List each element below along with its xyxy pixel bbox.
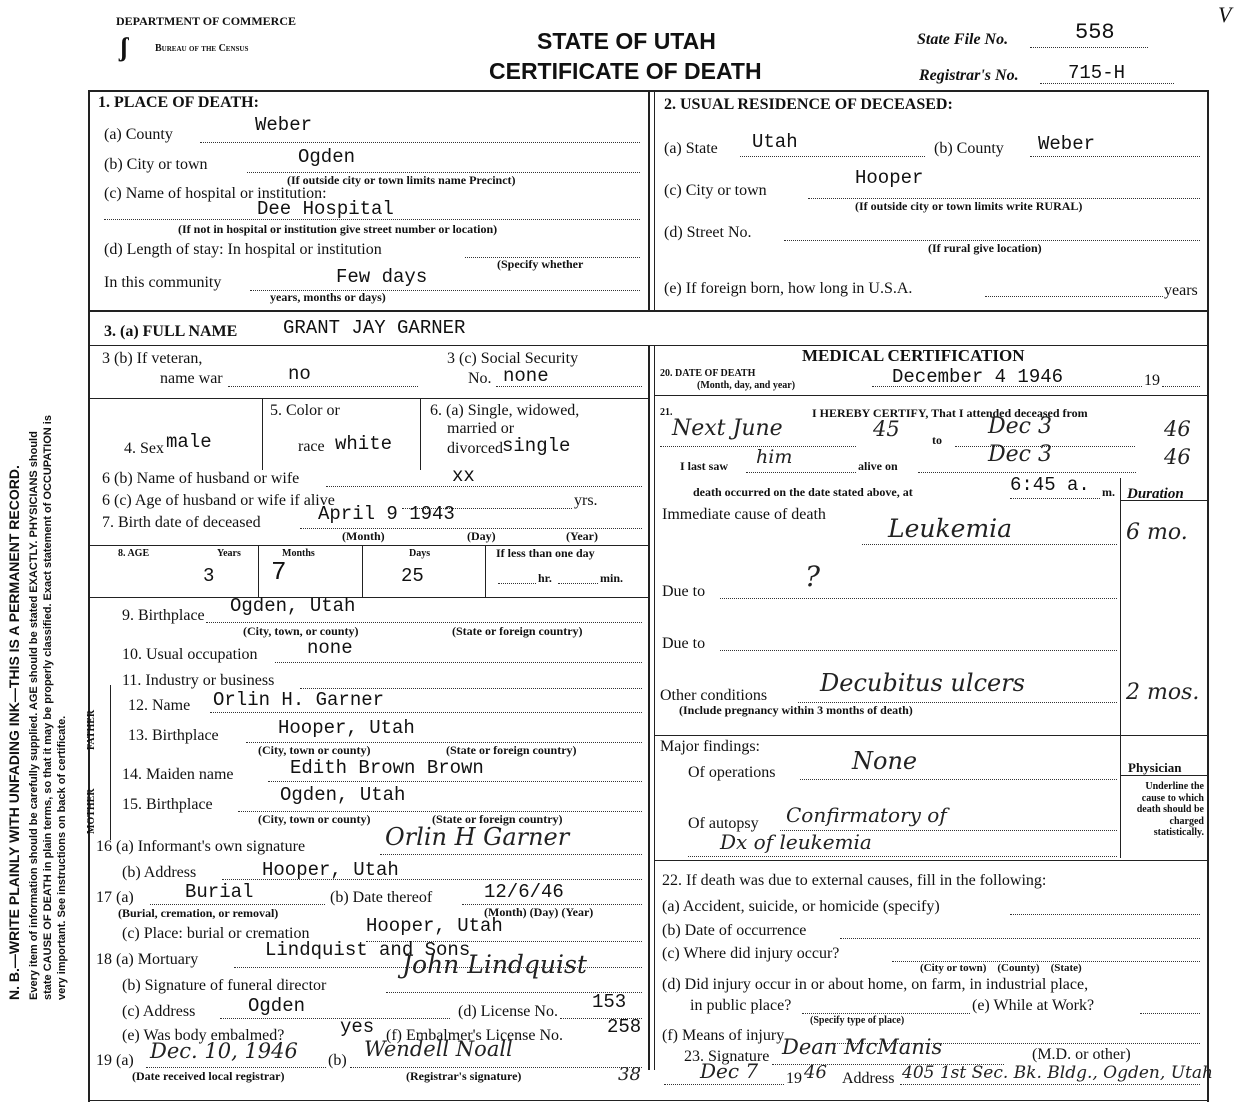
embalmer-license-label: (f) Embalmer's License No. xyxy=(386,1027,564,1044)
pod-county-label: (a) County xyxy=(104,126,173,143)
res-street-label: (d) Street No. xyxy=(664,224,752,241)
age-years-label: Years xyxy=(217,548,241,559)
pod-city-label: (b) City or town xyxy=(104,156,208,173)
age-days: 25 xyxy=(401,565,424,587)
external-c-label: (c) Where did injury occur? xyxy=(662,945,840,962)
mortuary-address-label: (c) Address xyxy=(122,1003,196,1020)
side-note-line1: N. B.—WRITE PLAINLY WITH UNFADING INK—THIS IS A PERMANENT RECORD. xyxy=(6,465,22,1000)
time-of-death: 6:45 a. xyxy=(1010,474,1090,496)
department: DEPARTMENT OF COMMERCE xyxy=(116,14,297,28)
registrar-label: Registrar's No. xyxy=(919,67,1019,84)
attended-from-year: 45 xyxy=(873,417,900,441)
father-bp-note-2: (State or foreign country) xyxy=(446,743,577,757)
immediate-duration: 6 mo. xyxy=(1126,520,1188,545)
industry-label: 11. Industry or business xyxy=(122,672,275,689)
external-d-label-2: in public place? xyxy=(690,997,792,1014)
ssn: none xyxy=(503,365,549,387)
marital-label-3: divorced xyxy=(447,440,503,457)
veteran-label-2: name war xyxy=(160,370,223,387)
external-d-note: (Specify type of place) xyxy=(810,1015,905,1026)
birth-day-note: (Day) xyxy=(467,529,496,543)
birth-month-note: (Month) xyxy=(342,529,385,543)
full-name: GRANT JAY GARNER xyxy=(283,317,466,339)
age-less-label: If less than one day xyxy=(496,546,595,560)
embalmed-label: (e) Was body embalmed? xyxy=(122,1027,285,1044)
father-bp-note-1: (City, town or county) xyxy=(258,743,371,757)
external-heading: 22. If death was due to external causes, fill in the following: xyxy=(662,872,1047,889)
certify-number: 21. xyxy=(660,407,673,418)
corner-check: V xyxy=(1218,2,1232,27)
pod-stay-specify: (Specify whether xyxy=(497,257,584,271)
alive-on-year: 46 xyxy=(1164,445,1191,469)
due-to-label-2: Due to xyxy=(662,635,706,652)
due-to-label-1: Due to xyxy=(662,583,706,600)
alive-on-label: alive on xyxy=(858,459,898,473)
attended-from: Next June xyxy=(672,416,783,441)
last-saw-pronoun: him xyxy=(756,446,793,468)
mother-maiden: Edith Brown Brown xyxy=(290,757,484,779)
physician-label: Physician xyxy=(1128,760,1182,775)
embalmed: yes xyxy=(340,1016,375,1038)
autopsy-line-1: Confirmatory of xyxy=(786,803,947,827)
pod-hospital: Dee Hospital xyxy=(257,198,394,220)
mortuary-address: Ogden xyxy=(248,995,306,1017)
age-label: 8. AGE xyxy=(118,548,150,559)
immediate-label: Immediate cause of death xyxy=(662,506,826,523)
pod-stay-label: (d) Length of stay: In hospital or institution xyxy=(104,241,382,258)
mother-birthplace-label: 15. Birthplace xyxy=(122,796,213,813)
signature-date: Dec 7 xyxy=(700,1059,759,1083)
physician-note: Underline the cause to which death should be charged statistically. xyxy=(1136,781,1204,838)
signature-address: 405 1st Sec. Bk. Bldg., Ogden, Utah xyxy=(902,1063,1213,1083)
dod-19: 19 xyxy=(1144,372,1160,389)
bureau: Bureau of the Census xyxy=(155,43,249,54)
birth-date: April 9 1943 xyxy=(318,503,455,525)
occurred-label: death occurred on the date stated above, at xyxy=(693,485,913,499)
informant-signature: Orlin H Garner xyxy=(385,823,570,851)
birthplace-note-1: (City, town, or county) xyxy=(243,624,359,638)
veteran: no xyxy=(288,363,311,385)
dod-note: (Month, day, and year) xyxy=(697,380,796,391)
father-name-label: 12. Name xyxy=(128,697,191,714)
external-c-note: (City or town) (County) (State) xyxy=(920,962,1082,974)
res-county: Weber xyxy=(1038,133,1096,155)
duration-label: Duration xyxy=(1127,486,1184,502)
res-city-label: (c) City or town xyxy=(664,182,767,199)
age-years: 3 xyxy=(203,565,215,587)
mother-side-label: MOTHER xyxy=(86,788,97,834)
age-months-label: Months xyxy=(282,548,315,559)
birth-label: 7. Birth date of deceased xyxy=(102,514,261,531)
age-min: min. xyxy=(600,571,624,585)
mortuary-name: Lindquist and Sons xyxy=(265,939,471,961)
pod-city: Ogden xyxy=(298,146,356,168)
ssn-label-1: 3 (c) Social Security xyxy=(447,350,579,367)
director-signature: John Lindquist xyxy=(402,950,587,979)
date-of-death: December 4 1946 xyxy=(892,366,1064,388)
veteran-label-1: 3 (b) If veteran, xyxy=(102,350,203,367)
director-sig-label: (b) Signature of funeral director xyxy=(122,977,327,994)
signature-year: 46 xyxy=(804,1062,827,1083)
physician-signature: Dean McManis xyxy=(782,1035,943,1059)
res-street-note: (If rural give location) xyxy=(928,241,1042,255)
other-conditions: Decubitus ulcers xyxy=(820,669,1025,697)
date-received: Dec. 10, 1946 xyxy=(150,1039,298,1063)
spouse-age-label: 6 (c) Age of husband or wife if alive xyxy=(102,492,335,509)
operations-label: Of operations xyxy=(688,764,776,781)
alive-on: Dec 3 xyxy=(988,442,1052,467)
spouse: xx xyxy=(452,465,475,487)
burial-date: 12/6/46 xyxy=(484,881,564,903)
birthplace: Ogden, Utah xyxy=(230,595,356,617)
side-note-line2: Every item of information should be carefully supplied. AGE should be stated EXACTLY. PHYSICIANS should xyxy=(28,431,40,1000)
side-instructions xyxy=(6,0,92,1000)
last-saw-label: I last saw xyxy=(680,459,729,473)
license-number: 153 xyxy=(592,991,627,1013)
place-of-death-heading: 1. PLACE OF DEATH: xyxy=(98,94,259,111)
other-duration: 2 mos. xyxy=(1126,680,1200,705)
father-birthplace-label: 13. Birthplace xyxy=(128,727,219,744)
due-to-1: ? xyxy=(805,560,821,593)
side-note-line4: very important. See instructions on back of certificate. xyxy=(56,715,68,1000)
registrar-signature: Wendell Noall xyxy=(364,1037,513,1061)
registrar-number: 715-H xyxy=(1068,62,1126,84)
m-label: m. xyxy=(1102,485,1115,499)
informant-address: Hooper, Utah xyxy=(262,859,399,881)
mother-bp-note-1: (City, town or county) xyxy=(258,812,371,826)
registrar-b-label: (b) xyxy=(328,1052,347,1069)
other-conditions-label: Other conditions xyxy=(660,687,768,704)
external-e-label: (e) While at Work? xyxy=(972,997,1095,1014)
medical-heading: MEDICAL CERTIFICATION xyxy=(802,346,1025,365)
attended-to-year: 46 xyxy=(1164,417,1191,441)
pod-community-note: years, months or days) xyxy=(270,290,386,304)
marital-label-1: 6. (a) Single, widowed, xyxy=(430,402,580,419)
marital-label-2: married or xyxy=(447,420,515,437)
md-note: (M.D. or other) xyxy=(1032,1046,1131,1063)
color-label-2: race xyxy=(298,438,325,455)
title-state: STATE OF UTAH xyxy=(537,28,716,54)
res-foreign-years: years xyxy=(1164,282,1198,299)
external-b-label: (b) Date of occurrence xyxy=(662,922,807,939)
license-label: (d) License No. xyxy=(458,1003,558,1020)
attended-to: Dec 3 xyxy=(988,414,1052,439)
external-f-label: (f) Means of injury xyxy=(662,1027,785,1044)
mortuary-label: 18 (a) Mortuary xyxy=(96,951,199,968)
birth-year-note: (Year) xyxy=(566,529,598,543)
res-city: Hooper xyxy=(855,167,924,189)
pod-county: Weber xyxy=(255,114,313,136)
signature-address-label: Address xyxy=(842,1070,895,1087)
mother-birthplace: Ogden, Utah xyxy=(280,784,406,806)
sex: male xyxy=(166,431,212,453)
spouse-age-yrs: yrs. xyxy=(574,492,598,509)
res-state: Utah xyxy=(752,131,798,153)
ssn-label-2: No. xyxy=(468,370,492,387)
birthplace-note-2: (State or foreign country) xyxy=(452,624,583,638)
external-a-label: (a) Accident, suicide, or homicide (specify) xyxy=(662,898,940,915)
certify-text: I HEREBY CERTIFY, That I attended deceased from xyxy=(812,406,1088,420)
burial-label: 17 (a) xyxy=(96,889,134,906)
external-d-label-1: (d) Did injury occur in or about home, on farm, in industrial place, xyxy=(662,976,1089,993)
signature-label: 23. Signature xyxy=(684,1048,770,1065)
date-received-note: (Date received local registrar) xyxy=(132,1069,285,1083)
burial-date-label: (b) Date thereof xyxy=(330,889,433,906)
father-side-label: FATHER xyxy=(86,709,97,750)
burial-method-note: (Burial, cremation, or removal) xyxy=(118,906,279,920)
immediate-cause: Leukemia xyxy=(888,514,1013,543)
burial-place-label: (c) Place: burial or cremation xyxy=(122,925,310,942)
informant-sig-label: 16 (a) Informant's own signature xyxy=(96,838,306,855)
title-certificate: CERTIFICATE OF DEATH xyxy=(489,58,762,84)
pod-hospital-note: (If not in hospital or institution give street number or location) xyxy=(178,222,498,236)
occupation-label: 10. Usual occupation xyxy=(122,646,258,663)
burial-method: Burial xyxy=(185,881,254,903)
findings-label: Major findings: xyxy=(660,738,760,755)
age-months: 7 xyxy=(271,557,287,587)
informant-address-label: (b) Address xyxy=(122,864,197,881)
res-city-note: (If outside city or town limits write RURAL) xyxy=(855,199,1083,213)
pod-community-label: In this community xyxy=(104,274,222,291)
residence-heading: 2. USUAL RESIDENCE OF DECEASED: xyxy=(664,96,953,113)
autopsy-label: Of autopsy xyxy=(688,815,759,832)
mother-maiden-label: 14. Maiden name xyxy=(122,766,234,783)
age-days-label: Days xyxy=(409,548,431,559)
res-state-label: (a) State xyxy=(664,140,718,157)
pod-city-note: (If outside city or town limits name Precinct) xyxy=(287,173,516,187)
marital: single xyxy=(502,435,571,457)
other-note: (Include pregnancy within 3 months of death) xyxy=(679,703,913,717)
burial-date-note: (Month) (Day) (Year) xyxy=(484,905,594,919)
mother-bp-note-2: (State or foreign country) xyxy=(432,812,563,826)
to-label: to xyxy=(932,433,942,447)
operations: None xyxy=(852,747,918,775)
occupation: none xyxy=(307,637,353,659)
registrar-label-19: 19 (a) xyxy=(96,1052,134,1069)
dod-label: 20. DATE OF DEATH xyxy=(660,368,756,379)
burial-place: Hooper, Utah xyxy=(366,915,503,937)
state-file-number: 558 xyxy=(1075,20,1115,45)
state-file-label: State File No. xyxy=(917,31,1009,48)
color: white xyxy=(335,433,393,455)
autopsy-line-2: Dx of leukemia xyxy=(720,830,872,854)
registrar-sig-note: (Registrar's signature) xyxy=(406,1069,522,1083)
registrar-reg-no: 38 xyxy=(618,1064,641,1085)
birthplace-label: 9. Birthplace xyxy=(122,607,205,624)
sex-label: 4. Sex xyxy=(124,440,164,457)
age-hr: hr. xyxy=(538,571,552,585)
father-name: Orlin H. Garner xyxy=(213,689,385,711)
father-birthplace: Hooper, Utah xyxy=(278,717,415,739)
pod-hospital-label: (c) Name of hospital or institution: xyxy=(104,185,327,202)
full-name-label: 3. (a) FULL NAME xyxy=(104,323,238,340)
side-note-line3: state CAUSE OF DEATH in plain terms, so that it may be properly classified. Exact statement of OCCUPATION is xyxy=(42,415,54,1000)
spouse-label: 6 (b) Name of husband or wife xyxy=(102,470,300,487)
bureau-mark: ʃ xyxy=(120,33,128,62)
res-county-label: (b) County xyxy=(934,140,1004,157)
embalmer-license: 258 xyxy=(607,1016,642,1038)
color-label-1: 5. Color or xyxy=(270,402,340,419)
pod-community-value: Few days xyxy=(336,266,428,288)
signature-year-prefix: 19 xyxy=(786,1070,802,1087)
res-foreign-label: (e) If foreign born, how long in U.S.A. xyxy=(664,280,913,297)
